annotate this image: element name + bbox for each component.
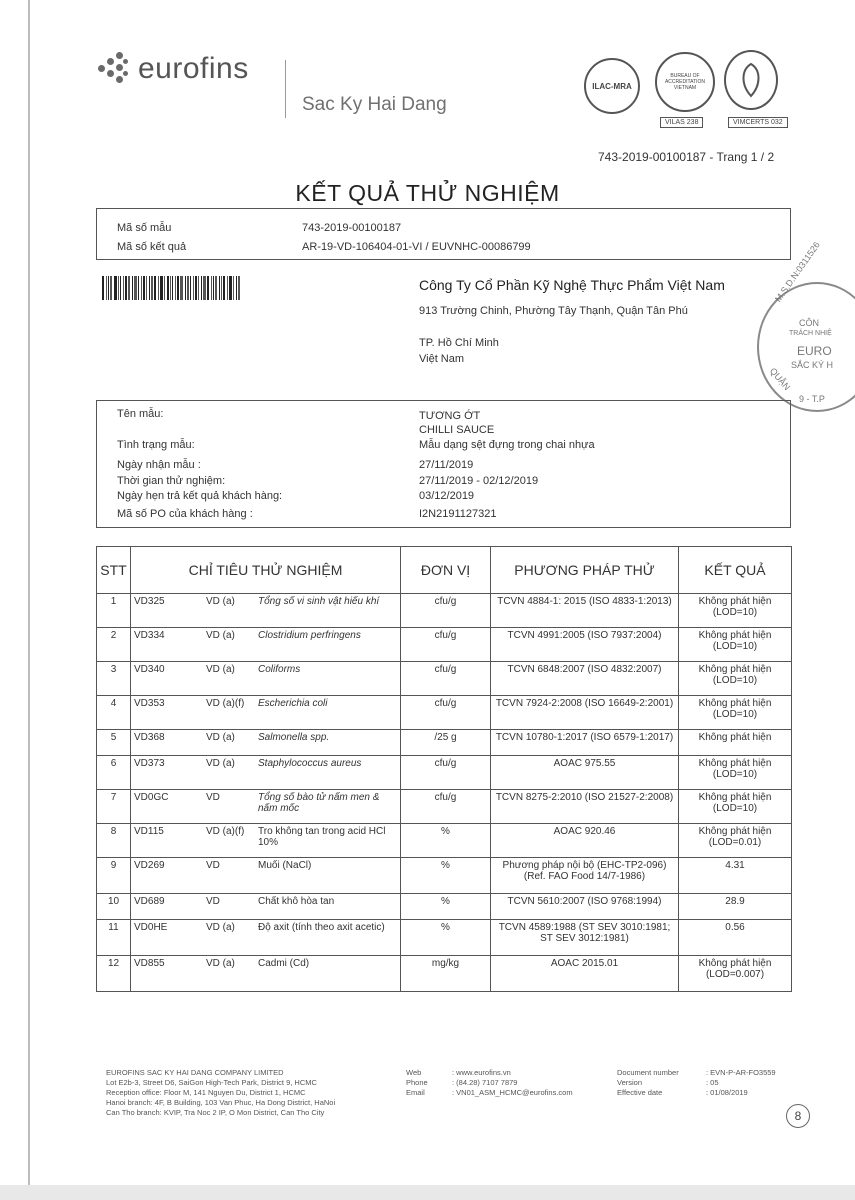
row-stt: 4 — [97, 696, 131, 730]
row-result: Không phát hiện (LOD=0.007) — [679, 956, 792, 992]
sample-name-label: Tên mẫu: — [117, 408, 164, 420]
page-title: KẾT QUẢ THỬ NGHIỆM — [295, 180, 560, 206]
row-name: Clostridium perfringens — [258, 630, 361, 641]
barcode — [102, 276, 277, 300]
row-stt: 8 — [97, 824, 131, 858]
sample-state-label: Tình trạng mẫu: — [117, 439, 195, 451]
row-stt: 9 — [97, 858, 131, 894]
table-row — [97, 824, 792, 858]
subbrand-name: Sac Ky Hai Dang — [302, 94, 447, 115]
po-number-label: Mã số PO của khách hàng : — [117, 508, 253, 520]
footer-doc-labels: Document number Version Effective date — [617, 1068, 679, 1097]
row-result: Không phát hiện (LOD=10) — [679, 790, 792, 824]
row-code: VD0HE — [134, 922, 168, 933]
row-code: VD373 — [134, 758, 165, 769]
row-unit: % — [401, 894, 491, 920]
row-result: Không phát hiện (LOD=10) — [679, 662, 792, 696]
results-table — [96, 546, 792, 992]
table-row — [97, 858, 792, 894]
row-result: Không phát hiện (LOD=10) — [679, 594, 792, 628]
result-code-label: Mã số kết quả — [117, 241, 187, 253]
row-name: Salmonella spp. — [258, 732, 330, 743]
header-unit: ĐƠN VỊ — [401, 547, 491, 594]
row-unit: % — [401, 824, 491, 858]
row-test-item — [131, 696, 401, 730]
table-row — [97, 894, 792, 920]
vilas-tag: VILAS 238 — [660, 117, 703, 128]
row-result: 28.9 — [679, 894, 792, 920]
footer-contact-labels: Web Phone Email — [406, 1068, 428, 1097]
row-test-item — [131, 628, 401, 662]
row-stt: 1 — [97, 594, 131, 628]
row-result: Không phát hiện — [679, 730, 792, 756]
row-stt: 3 — [97, 662, 131, 696]
sample-code-label: Mã số mẫu — [117, 222, 172, 234]
row-name: Muối (NaCl) — [258, 860, 312, 871]
row-test-item — [131, 894, 401, 920]
po-number: I2N2191127321 — [419, 508, 497, 520]
header-method: PHƯƠNG PHÁP THỬ — [491, 547, 679, 594]
row-result: Không phát hiện (LOD=10) — [679, 628, 792, 662]
table-row — [97, 696, 792, 730]
row-code: VD334 — [134, 630, 165, 641]
row-name: Chất khô hòa tan — [258, 896, 335, 907]
customer-name: Công Ty Cổ Phần Kỹ Nghệ Thực Phẩm Việt Nam — [419, 277, 725, 293]
table-row — [97, 730, 792, 756]
row-lab: VD (a) — [206, 630, 235, 641]
row-stt: 2 — [97, 628, 131, 662]
received-date-label: Ngày nhận mẫu : — [117, 459, 201, 471]
row-unit: mg/kg — [401, 956, 491, 992]
row-lab: VD — [206, 896, 220, 907]
brand-name: eurofins — [138, 52, 249, 85]
row-method: AOAC 2015.01 — [491, 956, 679, 992]
company-stamp: M.S.D.N:0311526 CÔN TRÁCH NHIỆ EURO SẮC KÝ H QUẬN 9 - T.P — [757, 282, 855, 412]
row-name: Tổng số vi sinh vật hiếu khí — [258, 596, 380, 607]
row-method: TCVN 4884-1: 2015 (ISO 4833-1:2013) — [491, 594, 679, 628]
row-result: 0.56 — [679, 920, 792, 956]
row-method: TCVN 5610:2007 (ISO 9768:1994) — [491, 894, 679, 920]
sample-name-vi: TƯƠNG ỚT — [419, 410, 481, 422]
row-code: VD340 — [134, 664, 165, 675]
eurofins-logo — [96, 52, 249, 86]
row-stt: 10 — [97, 894, 131, 920]
row-lab: VD (a) — [206, 922, 235, 933]
row-code: VD689 — [134, 896, 165, 907]
row-name: Cadmi (Cd) — [258, 958, 310, 969]
row-test-item — [131, 824, 401, 858]
row-code: VD269 — [134, 860, 165, 871]
header-result: KẾT QUẢ — [679, 547, 792, 594]
row-unit: cfu/g — [401, 594, 491, 628]
row-lab: VD — [206, 792, 220, 803]
vimcerts-tag: VIMCERTS 032 — [728, 117, 788, 128]
due-date: 03/12/2019 — [419, 490, 475, 502]
row-unit: % — [401, 858, 491, 894]
row-method: Phương pháp nội bộ (EHC-TP2-096) (Ref. FAO Food 14/7-1986) — [491, 858, 679, 894]
row-code: VD855 — [134, 958, 165, 969]
logo-divider — [285, 60, 286, 118]
row-stt: 11 — [97, 920, 131, 956]
row-code: VD115 — [134, 826, 164, 837]
testing-period-label: Thời gian thử nghiệm: — [117, 475, 226, 487]
row-lab: VD (a) — [206, 758, 235, 769]
row-name: Coliforms — [258, 664, 301, 675]
received-date: 27/11/2019 — [419, 459, 474, 471]
testing-period: 27/11/2019 - 02/12/2019 — [419, 475, 539, 487]
row-unit: cfu/g — [401, 662, 491, 696]
table-row — [97, 920, 792, 956]
footer-contact: : www.eurofins.vn : (84.28) 7107 7879 : VN01_ASM_HCMC@eurofins.com — [452, 1068, 573, 1097]
row-method: TCVN 4991:2005 (ISO 7937:2004) — [491, 628, 679, 662]
document-number: 743-2019-00100187 - Trang 1 / 2 — [598, 150, 775, 164]
row-code: VD353 — [134, 698, 165, 709]
table-header-row — [97, 547, 792, 594]
row-lab: VD (a) — [206, 596, 235, 607]
row-test-item — [131, 790, 401, 824]
row-lab: VD (a)(f) — [206, 826, 245, 837]
row-name: Tổng số bào tử nấm men & nấm mốc — [258, 792, 380, 814]
customer-country: Việt Nam — [419, 353, 465, 365]
row-unit: cfu/g — [401, 756, 491, 790]
row-stt: 5 — [97, 730, 131, 756]
row-method: AOAC 920.46 — [491, 824, 679, 858]
customer-address: 913 Trường Chinh, Phường Tây Thạnh, Quận Tân Phú — [419, 305, 688, 317]
row-method: TCVN 7924-2:2008 (ISO 16649-2:2001) — [491, 696, 679, 730]
row-code: VD368 — [134, 732, 165, 743]
row-stt: 6 — [97, 756, 131, 790]
row-result: 4.31 — [679, 858, 792, 894]
row-method: TCVN 8275-2:2010 (ISO 21527-2:2008) — [491, 790, 679, 824]
sample-code: 743-2019-00100187 — [302, 222, 402, 234]
row-test-item — [131, 956, 401, 992]
row-lab: VD (a)(f) — [206, 698, 245, 709]
table-row — [97, 956, 792, 992]
boa-seal: BUREAU OF ACCREDITATION VIETNAM — [655, 52, 715, 112]
sample-state: Mẫu dạng sệt đựng trong chai nhựa — [419, 439, 595, 451]
table-row — [97, 756, 792, 790]
row-name: Escherichia coli — [258, 698, 328, 709]
row-name: Staphylococcus aureus — [258, 758, 362, 769]
row-result: Không phát hiện (LOD=0.01) — [679, 824, 792, 858]
row-test-item — [131, 920, 401, 956]
row-unit: cfu/g — [401, 628, 491, 662]
sample-name-en: CHILLI SAUCE — [419, 424, 495, 436]
row-test-item — [131, 858, 401, 894]
customer-city: TP. Hồ Chí Minh — [419, 337, 499, 349]
row-result: Không phát hiện (LOD=10) — [679, 696, 792, 730]
row-code: VD0GC — [134, 792, 169, 803]
row-stt: 12 — [97, 956, 131, 992]
row-unit: cfu/g — [401, 696, 491, 730]
vimcerts-seal — [724, 50, 778, 110]
eurofins-dots-icon — [96, 52, 130, 86]
row-unit: % — [401, 920, 491, 956]
row-lab: VD (a) — [206, 664, 235, 675]
row-method: TCVN 4589:1988 (ST SEV 3010:1981; ST SEV 3012:1981) — [491, 920, 679, 956]
footer-doc-info: : EVN-P-AR-FO3559 : 05 : 01/08/2019 — [706, 1068, 776, 1097]
row-test-item — [131, 594, 401, 628]
table-row — [97, 790, 792, 824]
row-result: Không phát hiện (LOD=10) — [679, 756, 792, 790]
page-bottom-edge — [0, 1185, 855, 1200]
header-stt: STT — [97, 547, 131, 594]
row-test-item — [131, 662, 401, 696]
row-stt: 7 — [97, 790, 131, 824]
row-test-item — [131, 730, 401, 756]
table-row — [97, 628, 792, 662]
row-unit: cfu/g — [401, 790, 491, 824]
row-lab: VD — [206, 860, 220, 871]
result-code: AR-19-VD-106404-01-VI / EUVNHC-00086799 — [302, 241, 531, 253]
row-method: TCVN 6848:2007 (ISO 4832:2007) — [491, 662, 679, 696]
row-code: VD325 — [134, 596, 165, 607]
row-method: AOAC 975.55 — [491, 756, 679, 790]
row-name: Độ axit (tính theo axit acetic) — [258, 922, 385, 933]
ilac-mra-seal: ILAC-MRA — [584, 58, 640, 114]
row-unit: /25 g — [401, 730, 491, 756]
header-test-item: CHỈ TIÊU THỬ NGHIỆM — [131, 547, 401, 594]
table-row — [97, 662, 792, 696]
row-method: TCVN 10780-1:2017 (ISO 6579-1:2017) — [491, 730, 679, 756]
footer-address: EUROFINS SAC KY HAI DANG COMPANY LIMITED Lot E2b-3, Street D6, SaiGon High-Tech Park, District 9, HCMC Reception office: Floor M, 141 Nguyen Du, District 1, HCMC Hanoi branch: 4F, B Building, 103 Van Phuc, Ha Dong District, HaNoi Can Tho branch: KVIP, Tra Noc 2 IP, O Mon District, Can Tho City — [106, 1068, 336, 1117]
due-date-label: Ngày hẹn trả kết quả khách hàng: — [117, 490, 283, 502]
row-test-item — [131, 756, 401, 790]
table-row — [97, 594, 792, 628]
row-lab: VD (a) — [206, 958, 235, 969]
row-lab: VD (a) — [206, 732, 235, 743]
page-mark: 8 — [786, 1104, 810, 1128]
row-name: Tro không tan trong acid HCl 10% — [258, 826, 386, 848]
